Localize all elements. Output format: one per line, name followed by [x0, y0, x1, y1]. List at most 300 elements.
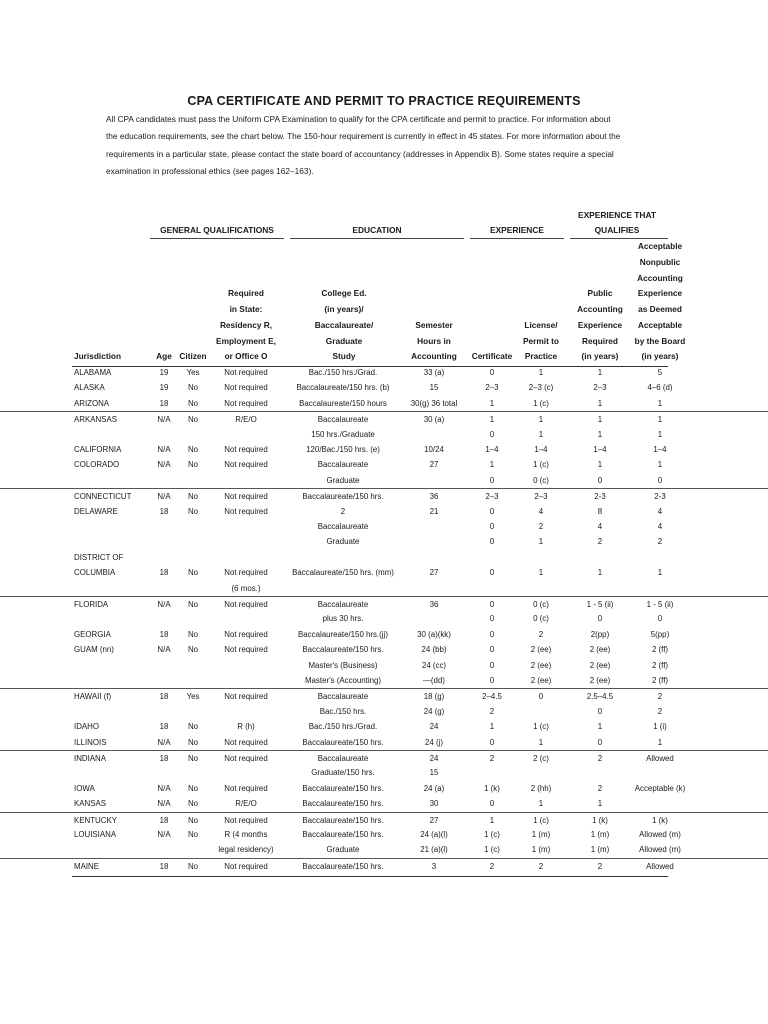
certificate-cell: 0	[489, 799, 495, 809]
education-cell: Baccalaureate/150 hrs. (b)	[296, 383, 390, 393]
public-experience-cell: 2	[597, 861, 603, 871]
public-experience-cell: 2–3	[593, 383, 607, 393]
citizen-cell: No	[187, 383, 199, 393]
nonpublic-experience-cell: Allowed (m)	[639, 830, 681, 839]
license-cell: 1 (c)	[533, 460, 549, 470]
public-experience-cell: 1 (m)	[590, 845, 610, 855]
semester-hours-cell: 24 (j)	[425, 737, 443, 747]
nonpublic-experience-cell: 1 (k)	[652, 815, 668, 825]
citizen-cell: No	[187, 398, 199, 408]
col-header-certificate: Certificate	[471, 351, 513, 362]
age-cell: N/A	[157, 830, 171, 839]
citizen-cell: No	[187, 600, 199, 609]
table-row	[0, 380, 768, 395]
jurisdiction-cell: FLORIDA	[74, 600, 109, 609]
col-header-jurisdiction: Jurisdiction	[74, 351, 122, 362]
nonpublic-experience-cell: 1	[657, 398, 663, 408]
public-experience-cell: 2 (ee)	[589, 660, 611, 670]
jurisdiction-cell: COLORADO	[74, 460, 120, 470]
nonpublic-experience-cell: 2	[657, 692, 663, 702]
table-row	[0, 827, 768, 842]
nonpublic-experience-cell: 4–6 (d)	[647, 383, 673, 393]
certificate-cell: 0	[489, 368, 495, 377]
license-cell: 2 (c)	[533, 754, 549, 763]
education-cell: Bac./150 hrs./Grad.	[308, 368, 378, 377]
license-cell: 0 (c)	[533, 475, 549, 485]
table-row	[0, 488, 768, 504]
age-cell: 18	[159, 692, 169, 702]
public-experience-cell: 2(pp)	[590, 629, 610, 639]
table-row	[0, 765, 768, 780]
table-row	[0, 457, 768, 472]
public-experience-cell: 1	[597, 368, 603, 377]
certificate-cell: 1 (k)	[484, 783, 500, 793]
nonpublic-experience-cell: 1–4	[653, 445, 667, 454]
certificate-cell: 2–3	[485, 383, 499, 393]
nonpublic-experience-cell: 2-3	[654, 492, 666, 502]
nonpublic-experience-cell: 1	[657, 737, 663, 747]
semester-hours-cell: 30 (a)(kk)	[417, 629, 451, 639]
jurisdiction-cell: CALIFORNIA	[74, 445, 122, 454]
residency-cell: Not required	[224, 383, 268, 393]
group-header-experience: EXPERIENCE	[490, 225, 544, 235]
nonpublic-experience-cell: 1	[657, 568, 663, 578]
certificate-cell: 0	[489, 600, 495, 609]
education-cell: Graduate/150 hrs.	[311, 768, 375, 778]
education-cell: Baccalaureate/150 hrs.	[302, 645, 384, 655]
education-cell: Bac./150 hrs./Grad.	[308, 722, 378, 732]
table-row	[0, 735, 768, 750]
table-row	[0, 611, 768, 626]
license-cell: 2 (hh)	[530, 783, 552, 793]
semester-hours-cell: 36	[429, 600, 439, 609]
citizen-cell: Yes	[186, 692, 200, 702]
citizen-cell: No	[187, 722, 199, 732]
jurisdiction-cell: ALABAMA	[74, 368, 112, 377]
jurisdiction-cell: ALASKA	[74, 383, 105, 393]
nonpublic-experience-cell: 2	[657, 706, 663, 716]
education-cell: 150 hrs./Graduate	[311, 429, 375, 439]
jurisdiction-cell: MAINE	[74, 861, 99, 871]
age-cell: 18	[159, 506, 169, 516]
semester-hours-cell: 30 (a)	[423, 415, 445, 425]
certificate-cell: 2	[489, 861, 495, 871]
table-row	[0, 565, 768, 580]
certificate-cell: 0	[489, 645, 495, 655]
intro-line: examination in professional ethics (see pages 162–163).	[106, 166, 314, 177]
public-experience-cell: 2-3	[594, 492, 606, 502]
semester-hours-cell: 27	[429, 568, 439, 578]
citizen-cell: No	[187, 754, 199, 763]
table-row	[0, 858, 768, 874]
citizen-cell: No	[187, 861, 199, 871]
nonpublic-experience-cell: 2 (ff)	[651, 676, 669, 685]
semester-hours-cell: 24 (cc)	[421, 660, 447, 670]
license-cell: 2 (ee)	[530, 676, 552, 685]
table-row	[0, 411, 768, 427]
semester-hours-cell: —(dd)	[423, 676, 445, 685]
citizen-cell: No	[187, 799, 199, 809]
license-cell: 1 (c)	[533, 398, 549, 408]
table-row	[0, 581, 768, 596]
group-header-general: GENERAL QUALIFICATIONS	[160, 225, 274, 235]
nonpublic-experience-cell: 5	[657, 368, 663, 377]
license-cell: 2 (ee)	[530, 645, 552, 655]
age-cell: N/A	[157, 600, 171, 609]
jurisdiction-cell: DELAWARE	[74, 506, 118, 516]
residency-cell: Not required	[224, 600, 268, 609]
license-cell: 0 (c)	[533, 600, 549, 609]
residency-cell: Not required	[224, 492, 268, 502]
citizen-cell: No	[187, 506, 199, 516]
nonpublic-experience-cell: 5(pp)	[650, 629, 670, 639]
jurisdiction-cell: GUAM (nn)	[74, 645, 114, 655]
nonpublic-experience-cell: 0	[657, 614, 663, 624]
education-cell: Graduate	[326, 845, 360, 855]
semester-hours-cell: 15	[429, 383, 439, 393]
semester-hours-cell: 24	[429, 754, 439, 763]
nonpublic-experience-cell: 4	[657, 522, 663, 531]
license-cell: 2–3	[534, 492, 548, 502]
license-cell: 2 (ee)	[530, 660, 552, 670]
citizen-cell: No	[187, 629, 199, 639]
col-header-residency: Required in State: Residency R, Employment E, or Office O	[216, 288, 276, 362]
semester-hours-cell: 36	[429, 492, 439, 502]
semester-hours-cell: 24 (a)(l)	[420, 830, 448, 839]
certificate-cell: 0	[489, 614, 495, 624]
nonpublic-experience-cell: Allowed	[646, 861, 674, 871]
nonpublic-experience-cell: Acceptable (k)	[634, 783, 686, 793]
residency-cell: legal residency)	[218, 845, 274, 855]
license-cell: 1	[538, 737, 544, 747]
age-cell: N/A	[157, 783, 171, 793]
education-cell: Master's (Business)	[308, 660, 378, 670]
public-experience-cell: 0	[597, 737, 603, 747]
table-row	[0, 427, 768, 442]
education-cell: Master's (Accounting)	[304, 676, 382, 685]
citizen-cell: No	[187, 415, 199, 425]
residency-cell: R (h)	[237, 722, 255, 732]
education-cell: Baccalaureate/150 hrs.	[302, 799, 384, 809]
license-cell: 1	[538, 429, 544, 439]
semester-hours-cell: 24	[429, 722, 439, 732]
license-cell: 1	[538, 799, 544, 809]
semester-hours-cell: 24 (bb)	[421, 645, 447, 655]
residency-cell: Not required	[224, 398, 268, 408]
education-cell: Baccalaureate	[317, 415, 369, 425]
certificate-cell: 0	[489, 568, 495, 578]
semester-hours-cell: 10/24	[424, 445, 444, 454]
semester-hours-cell: 18 (g)	[423, 692, 445, 702]
nonpublic-experience-cell: Allowed	[646, 754, 674, 763]
table-row	[0, 473, 768, 488]
certificate-cell: 0	[489, 429, 495, 439]
column-headers	[0, 0, 768, 365]
certificate-cell: 1	[489, 415, 495, 425]
residency-cell: R (4 months	[224, 830, 268, 839]
certificate-cell: 1	[489, 460, 495, 470]
license-cell: 1 (m)	[531, 830, 551, 839]
table-row	[0, 504, 768, 519]
jurisdiction-cell: INDIANA	[74, 754, 107, 763]
nonpublic-experience-cell: 2 (ff)	[651, 645, 669, 655]
certificate-cell: 0	[489, 506, 495, 516]
education-cell: 2	[340, 506, 346, 516]
residency-cell: Not required	[224, 568, 268, 578]
residency-cell: Not required	[224, 506, 268, 516]
age-cell: N/A	[157, 445, 171, 454]
public-experience-cell: 1 (k)	[592, 815, 608, 825]
certificate-cell: 0	[489, 737, 495, 747]
license-cell: 1	[538, 368, 544, 377]
education-cell: Baccalaureate	[317, 600, 369, 609]
age-cell: 18	[159, 722, 169, 732]
residency-cell: (6 mos.)	[231, 583, 261, 593]
semester-hours-cell: 30	[429, 799, 439, 809]
nonpublic-experience-cell: 2	[657, 537, 663, 547]
group-header-experience-qualifies: EXPERIENCE THAT QUALIFIES	[577, 210, 657, 235]
table-row	[0, 796, 768, 811]
jurisdiction-cell: IOWA	[74, 783, 95, 793]
education-cell: Graduate	[326, 537, 360, 547]
jurisdiction-cell: IDAHO	[74, 722, 99, 732]
citizen-cell: No	[187, 568, 199, 578]
residency-cell: Not required	[224, 368, 268, 377]
education-cell: Baccalaureate/150 hrs.	[302, 737, 384, 747]
jurisdiction-cell: LOUISIANA	[74, 830, 117, 839]
table-row	[0, 365, 768, 380]
nonpublic-experience-cell: Allowed (m)	[639, 845, 681, 855]
citizen-cell: No	[187, 645, 199, 655]
citizen-cell: No	[187, 815, 199, 825]
education-cell: Baccalaureate/150 hrs. (mm)	[292, 568, 394, 578]
nonpublic-experience-cell: 4	[657, 506, 663, 516]
certificate-cell: 1	[489, 722, 495, 732]
education-cell: Baccalaureate/150 hrs.	[302, 783, 384, 793]
nonpublic-experience-cell: 2 (ff)	[651, 660, 669, 670]
certificate-cell: 1	[489, 815, 495, 825]
education-cell: 120/Bac./150 hrs. (e)	[306, 445, 380, 454]
certificate-cell: 0	[489, 475, 495, 485]
residency-cell: R/E/O	[235, 799, 257, 809]
education-cell: Baccalaureate/150 hrs.	[302, 830, 384, 839]
age-cell: 18	[159, 815, 169, 825]
license-cell: 2–3 (c)	[528, 383, 554, 393]
residency-cell: Not required	[224, 645, 268, 655]
semester-hours-cell: 27	[429, 460, 439, 470]
age-cell: N/A	[157, 645, 171, 655]
public-experience-cell: 0	[597, 706, 603, 716]
license-cell: 0	[538, 692, 544, 702]
table-row	[0, 519, 768, 534]
jurisdiction-cell: ARIZONA	[74, 398, 110, 408]
age-cell: 18	[159, 568, 169, 578]
jurisdiction-cell: KANSAS	[74, 799, 107, 809]
education-cell: Baccalaureate/150 hours	[299, 398, 387, 408]
residency-cell: Not required	[224, 861, 268, 871]
certificate-cell: 0	[489, 660, 495, 670]
license-cell: 2	[538, 861, 544, 871]
public-experience-cell: 2	[597, 754, 603, 763]
education-cell: Baccalaureate	[317, 460, 369, 470]
col-header-nonpublic: Acceptable Nonpublic Accounting Experience as Deemed Acceptable by the Board (in years)	[634, 241, 686, 362]
citizen-cell: No	[187, 783, 199, 793]
license-cell: 1	[538, 568, 544, 578]
semester-hours-cell: 3	[431, 861, 437, 871]
education-cell: Baccalaureate/150 hrs.	[302, 815, 384, 825]
jurisdiction-cell: HAWAII (f)	[74, 692, 112, 702]
age-cell: N/A	[157, 460, 171, 470]
certificate-cell: 2–4.5	[482, 692, 502, 702]
education-cell: Baccalaureate/150 hrs.	[302, 492, 384, 502]
public-experience-cell: 0	[597, 614, 603, 624]
public-experience-cell: 2.5–4.5	[586, 692, 614, 702]
education-cell: plus 30 hrs.	[322, 614, 364, 624]
col-header-public: Public Accounting Experience Required (in years)	[577, 288, 623, 362]
license-cell: 1 (m)	[531, 845, 551, 855]
public-experience-cell: 2	[597, 783, 603, 793]
intro-line: All CPA candidates must pass the Uniform CPA Examination to qualify for the CPA certificate and permit to practice. For information about	[106, 114, 611, 124]
residency-cell: R/E/O	[235, 415, 257, 425]
license-cell: 1 (c)	[533, 722, 549, 732]
semester-hours-cell: 24 (g)	[423, 706, 445, 716]
license-cell: 4	[538, 506, 544, 516]
jurisdiction-cell: GEORGIA	[74, 629, 111, 639]
public-experience-cell: 1	[597, 429, 603, 439]
license-cell: 1 (c)	[533, 815, 549, 825]
semester-hours-cell: 21 (a)(l)	[420, 845, 448, 855]
certificate-cell: 1–4	[485, 445, 499, 454]
public-experience-cell: 2 (ee)	[589, 676, 611, 685]
license-cell: 1	[538, 415, 544, 425]
age-cell: 19	[159, 368, 169, 377]
license-cell: 2	[538, 629, 544, 639]
citizen-cell: No	[187, 492, 199, 502]
public-experience-cell: 1	[597, 460, 603, 470]
table-row	[0, 396, 768, 411]
residency-cell: Not required	[224, 737, 268, 747]
certificate-cell: 1 (c)	[484, 845, 500, 855]
semester-hours-cell: 27	[429, 815, 439, 825]
intro-line: requirements in a particular state, please contact the state board of accountancy (addresses in Appendix B). Some states require a special	[106, 148, 614, 159]
table-row	[0, 812, 768, 828]
page-title: CPA CERTIFICATE AND PERMIT TO PRACTICE REQUIREMENTS	[187, 94, 581, 108]
col-header-citizen: Citizen	[179, 351, 207, 362]
semester-hours-cell: 24 (a)	[423, 783, 445, 793]
semester-hours-cell: 33 (a)	[423, 368, 445, 377]
table-row	[0, 627, 768, 642]
jurisdiction-cell: COLUMBIA	[74, 568, 116, 578]
education-cell: Baccalaureate	[317, 692, 369, 702]
certificate-cell: 0	[489, 522, 495, 531]
nonpublic-experience-cell: 1 (i)	[653, 722, 667, 732]
residency-cell: Not required	[224, 629, 268, 639]
jurisdiction-cell: KENTUCKY	[74, 815, 117, 825]
residency-cell: Not required	[224, 460, 268, 470]
nonpublic-experience-cell: 1 - 5 (ii)	[646, 600, 674, 609]
public-experience-cell: 1 (m)	[590, 830, 610, 839]
certificate-cell: 1 (c)	[484, 830, 500, 839]
nonpublic-experience-cell: 1	[657, 460, 663, 470]
table-row	[0, 550, 768, 565]
public-experience-cell: 2	[597, 537, 603, 547]
license-cell: 2	[538, 522, 544, 531]
citizen-cell: No	[187, 830, 199, 839]
public-experience-cell: 1	[597, 722, 603, 732]
public-experience-cell: 1	[597, 799, 603, 809]
education-cell: Baccalaureate/150 hrs.	[302, 861, 384, 871]
col-header-age: Age	[156, 351, 172, 362]
table-row	[0, 673, 768, 688]
certificate-cell: 0	[489, 629, 495, 639]
table-row	[0, 642, 768, 657]
education-cell: Baccalaureate	[317, 522, 369, 531]
jurisdiction-cell: CONNECTICUT	[74, 492, 132, 502]
public-experience-cell: 1	[597, 398, 603, 408]
age-cell: 18	[159, 754, 169, 763]
public-experience-cell: 8	[597, 506, 603, 516]
citizen-cell: No	[187, 445, 199, 454]
certificate-cell: 0	[489, 537, 495, 547]
education-cell: Bac./150 hrs.	[319, 706, 367, 716]
table-row	[0, 596, 768, 612]
license-cell: 1–4	[534, 445, 548, 454]
residency-cell: Not required	[224, 692, 268, 702]
col-header-license: License/ Permit to Practice	[523, 319, 559, 362]
public-experience-cell: 1	[597, 415, 603, 425]
semester-hours-cell: 30(g) 36 total	[410, 398, 458, 408]
nonpublic-experience-cell: 0	[657, 475, 663, 485]
table-row	[0, 781, 768, 796]
citizen-cell: Yes	[186, 368, 200, 377]
nonpublic-experience-cell: 1	[657, 415, 663, 425]
nonpublic-experience-cell: 1	[657, 429, 663, 439]
public-experience-cell: 1 - 5 (ii)	[586, 600, 614, 609]
semester-hours-cell: 15	[429, 768, 439, 778]
table-row	[0, 688, 768, 704]
certificate-cell: 1	[489, 398, 495, 408]
license-cell: 0 (c)	[533, 614, 549, 624]
certificate-cell: 2	[489, 706, 495, 716]
table-row	[0, 719, 768, 734]
col-header-college: College Ed. (in years)/ Baccalaureate/ Graduate Study	[314, 288, 374, 362]
table-row	[0, 442, 768, 457]
semester-hours-cell: 21	[429, 506, 439, 516]
residency-cell: Not required	[224, 815, 268, 825]
public-experience-cell: 1–4	[593, 445, 607, 454]
table-bottom-rule	[72, 876, 668, 877]
age-cell: 19	[159, 383, 169, 393]
certificate-cell: 2–3	[485, 492, 499, 502]
table-row	[0, 658, 768, 673]
public-experience-cell: 1	[597, 568, 603, 578]
education-cell: Baccalaureate	[317, 754, 369, 763]
public-experience-cell: 2 (ee)	[589, 645, 611, 655]
jurisdiction-cell: ARKANSAS	[74, 415, 117, 425]
residency-cell: Not required	[224, 445, 268, 454]
intro-line: the education requirements, see the chart below. The 150-hour requirement is currently in effect in 45 states. For more information about the	[106, 131, 621, 142]
age-cell: N/A	[157, 492, 171, 502]
table-row	[0, 704, 768, 719]
col-header-semester: Semester Hours in Accounting	[411, 319, 457, 362]
group-header-education: EDUCATION	[352, 225, 402, 235]
public-experience-cell: 0	[597, 475, 603, 485]
table-row	[0, 750, 768, 766]
table-row	[0, 842, 768, 857]
certificate-cell: 2	[489, 754, 495, 763]
certificate-cell: 0	[489, 676, 495, 685]
public-experience-cell: 4	[597, 522, 603, 531]
